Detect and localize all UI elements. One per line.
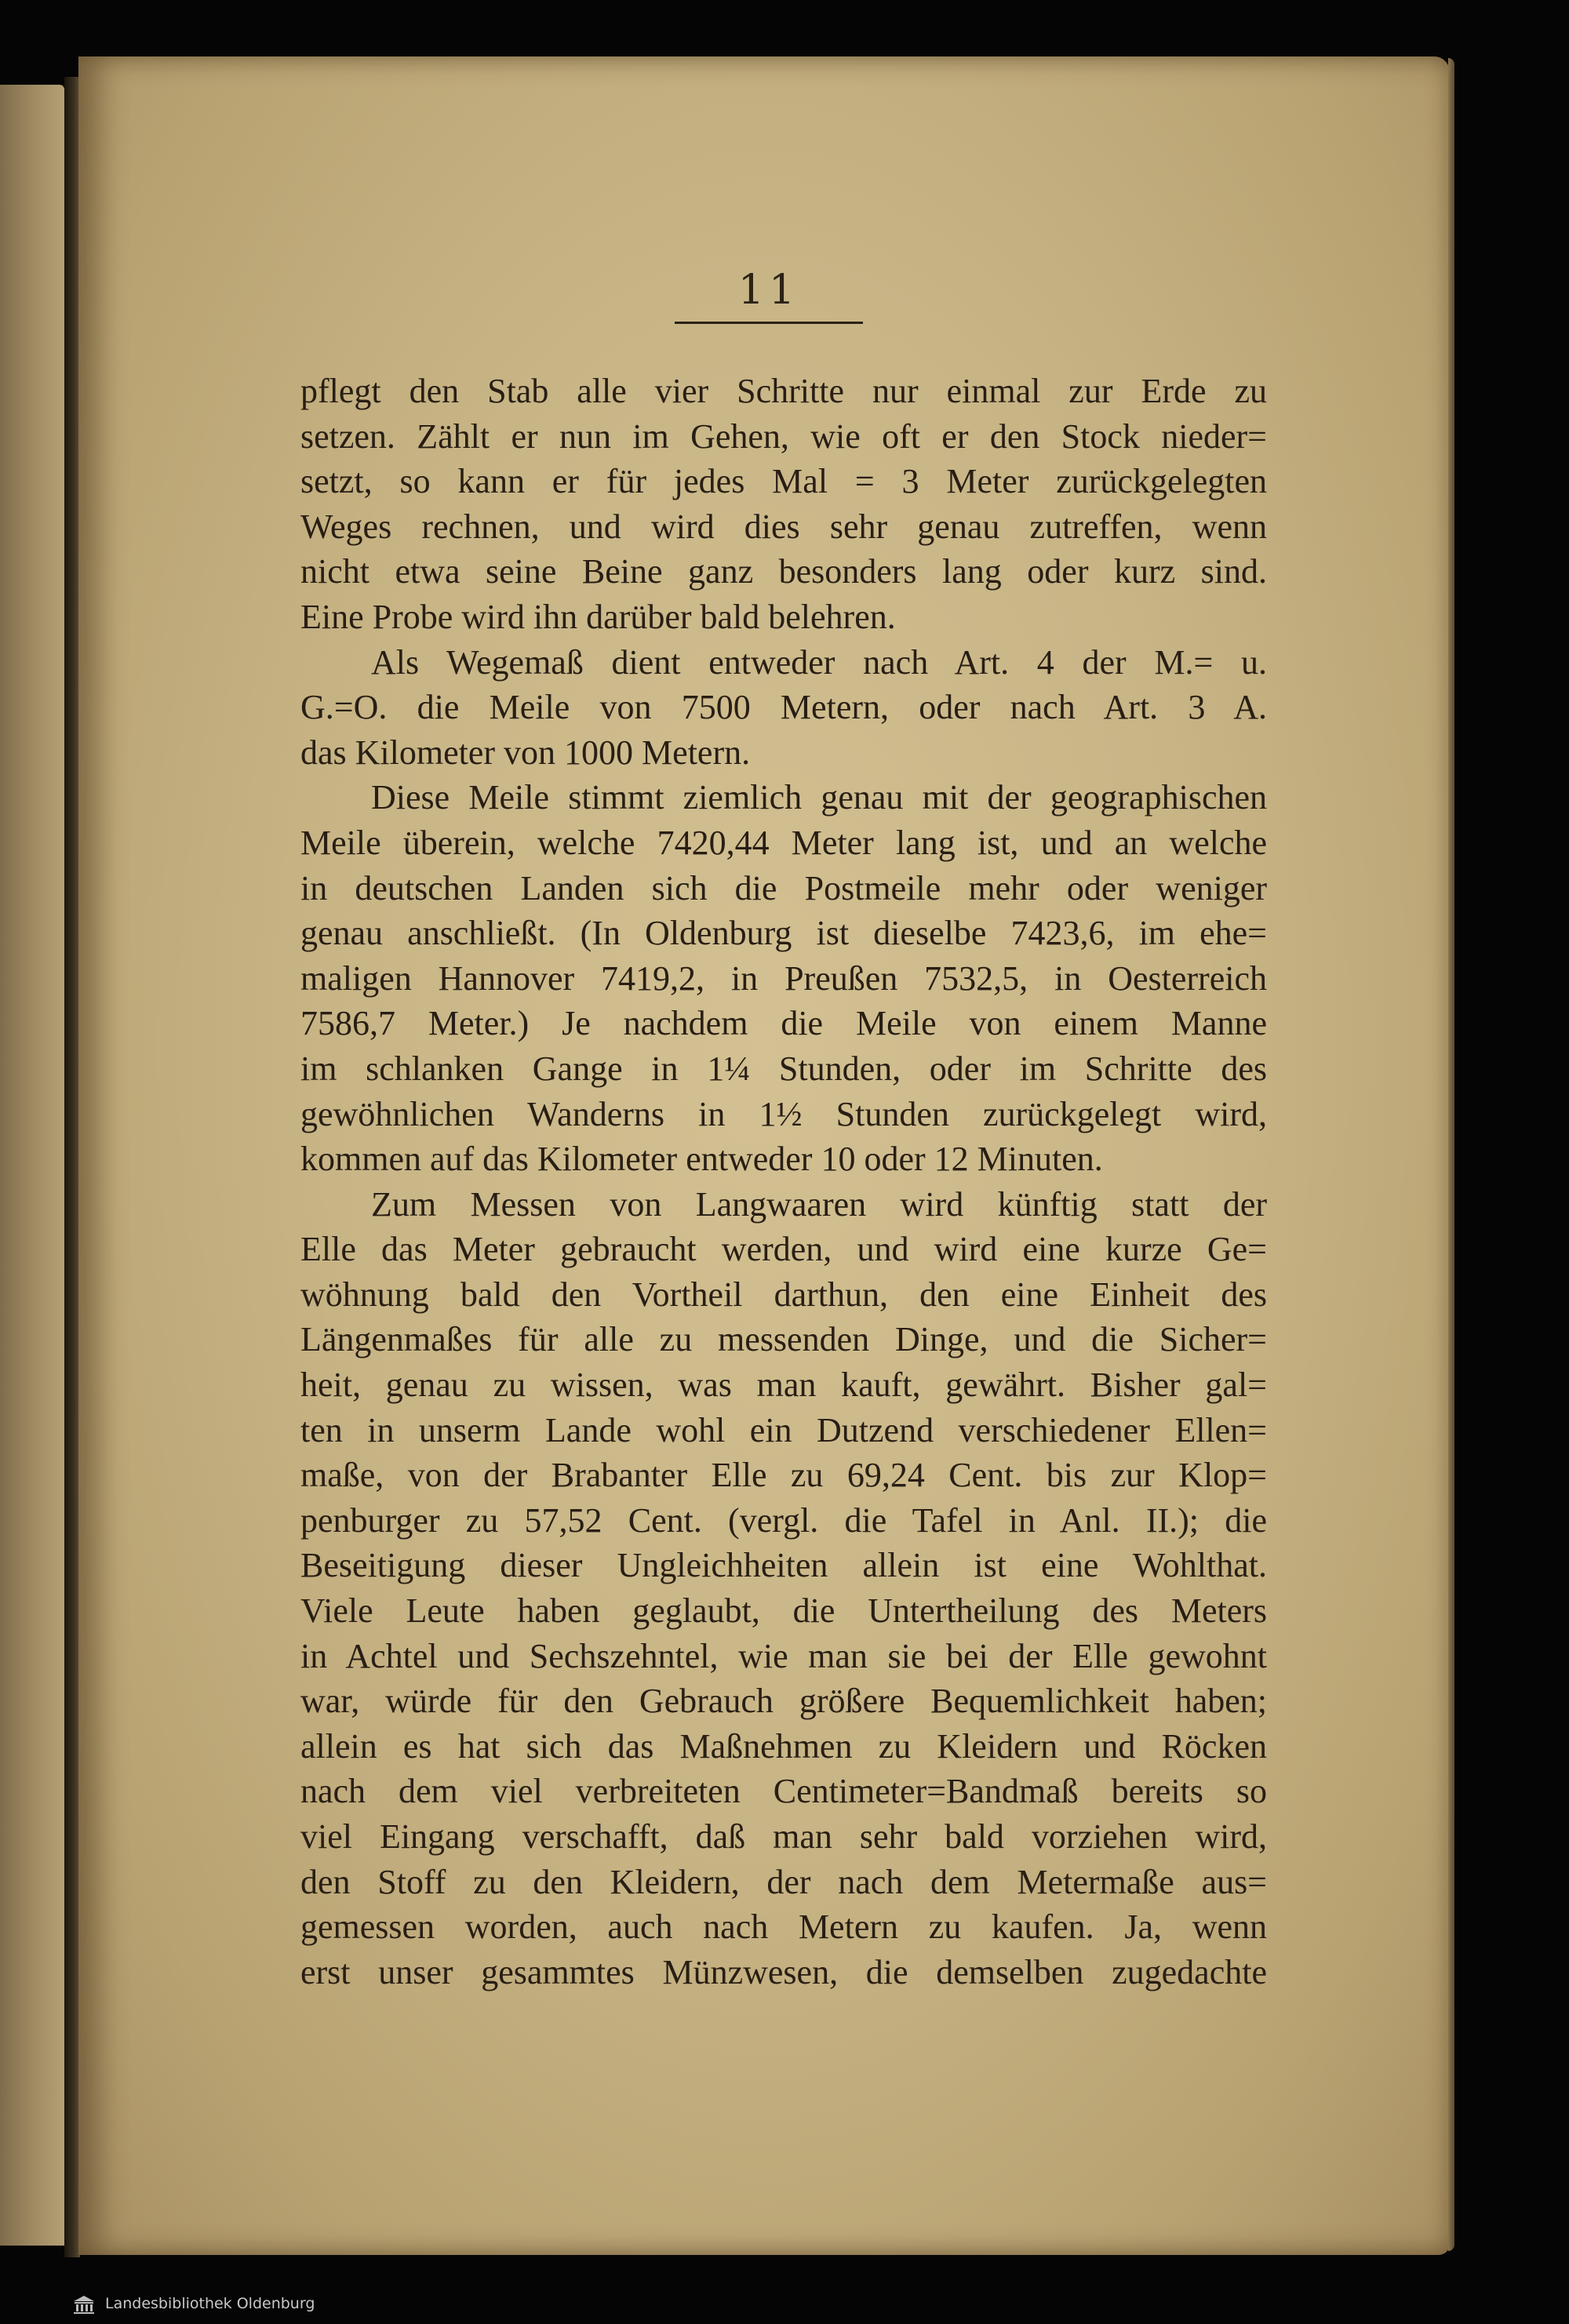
text-line: den Stoff zu den Kleidern, der nach dem Metermaße aus= bbox=[300, 1862, 1267, 1901]
text-line: Zum Messen von Langwaaren wird künftig statt der bbox=[371, 1184, 1267, 1224]
text-line: setzt, so kann er für jedes Mal = 3 Meter zurückgelegten bbox=[300, 462, 1267, 501]
text-line: Elle das Meter gebraucht werden, und wird eine kurze Ge= bbox=[300, 1230, 1267, 1269]
text-line: nicht etwa seine Beine ganz besonders lang oder kurz sind. bbox=[300, 552, 1267, 591]
text-line: im schlanken Gange in 1¼ Stunden, oder im Schritte des bbox=[300, 1049, 1267, 1088]
book-gutter bbox=[64, 77, 80, 2257]
text-line: war, würde für den Gebrauch größere Bequemlichkeit haben; bbox=[300, 1682, 1267, 1721]
library-building-icon bbox=[72, 2294, 96, 2315]
text-line: das Kilometer von 1000 Metern. bbox=[300, 733, 751, 772]
page-edge-shadow bbox=[1448, 58, 1454, 2251]
page-number: 11 bbox=[737, 267, 800, 314]
text-line: maligen Hannover 7419,2, in Preußen 7532,5, in Oesterreich bbox=[300, 958, 1267, 998]
text-line: Meile überein, welche 7420,44 Meter lang ist, und an welche bbox=[300, 823, 1267, 862]
text-line: kommen auf das Kilometer entweder 10 oder 12 Minuten. bbox=[300, 1140, 1103, 1179]
text-line: heit, genau zu wissen, was man kauft, gewährt. Bisher gal= bbox=[300, 1366, 1267, 1405]
text-line: Eine Probe wird ihn darüber bald belehren. bbox=[300, 597, 896, 636]
text-line: G.=O. die Meile von 7500 Metern, oder nach Art. 3 A. bbox=[300, 688, 1267, 727]
text-line: Längenmaßes für alle zu messenden Dinge, und die Sicher= bbox=[300, 1320, 1267, 1359]
text-line: erst unser gesammtes Münzwesen, die demselben zugedachte bbox=[300, 1952, 1267, 1991]
left-page-edge bbox=[0, 85, 64, 2246]
text-line: in deutschen Landen sich die Postmeile mehr oder weniger bbox=[300, 868, 1267, 907]
text-line: genau anschließt. (In Oldenburg ist dieselbe 7423,6, im ehe= bbox=[300, 914, 1267, 953]
text-line: viel Eingang verschafft, daß man sehr bald vorziehen wird, bbox=[300, 1817, 1267, 1856]
text-line: gewöhnlichen Wanderns in 1½ Stunden zurückgelegt wird, bbox=[300, 1094, 1267, 1133]
text-line: Als Wegemaß dient entweder nach Art. 4 der M.= u. bbox=[371, 642, 1267, 682]
body-text bbox=[300, 369, 1267, 1995]
text-line: pflegt den Stab alle vier Schritte nur einmal zur Erde zu bbox=[300, 372, 1267, 410]
text-line: gemessen worden, auch nach Metern zu kaufen. Ja, wenn bbox=[300, 1908, 1267, 1947]
text-line: Weges rechnen, und wird dies sehr genau zutreffen, wenn bbox=[300, 507, 1267, 546]
text-line: Viele Leute haben geglaubt, die Untertheilung des Meters bbox=[300, 1591, 1267, 1631]
text-line: nach dem viel verbreiteten Centimeter=Bandmaß bereits so bbox=[300, 1772, 1267, 1811]
text-line: in Achtel und Sechszehntel, wie man sie bei der Elle gewohnt bbox=[300, 1636, 1267, 1675]
text-line: allein es hat sich das Maßnehmen zu Kleidern und Röcken bbox=[300, 1726, 1267, 1766]
text-line: wöhnung bald den Vortheil darthun, den eine Einheit des bbox=[300, 1275, 1267, 1314]
text-line: penburger zu 57,52 Cent. (vergl. die Tafel in Anl. II.); die bbox=[300, 1500, 1267, 1540]
text-line: 7586,7 Meter.) Je nachdem die Meile von einem Manne bbox=[300, 1004, 1267, 1043]
text-line: ten in unserm Lande wohl ein Dutzend verschiedener Ellen= bbox=[300, 1410, 1267, 1449]
text-line: maße, von der Brabanter Elle zu 69,24 Cent. bis zur Klop= bbox=[300, 1456, 1267, 1495]
page-number-rule bbox=[675, 322, 863, 324]
text-line: Beseitigung dieser Ungleichheiten allein ist eine Wohlthat. bbox=[300, 1546, 1267, 1585]
text-line: Diese Meile stimmt ziemlich genau mit der geographischen bbox=[371, 778, 1267, 817]
text-line: setzen. Zählt er nun im Gehen, wie oft er den Stock nieder= bbox=[300, 416, 1267, 456]
footer-library-label: Landesbibliothek Oldenburg bbox=[105, 2295, 315, 2312]
